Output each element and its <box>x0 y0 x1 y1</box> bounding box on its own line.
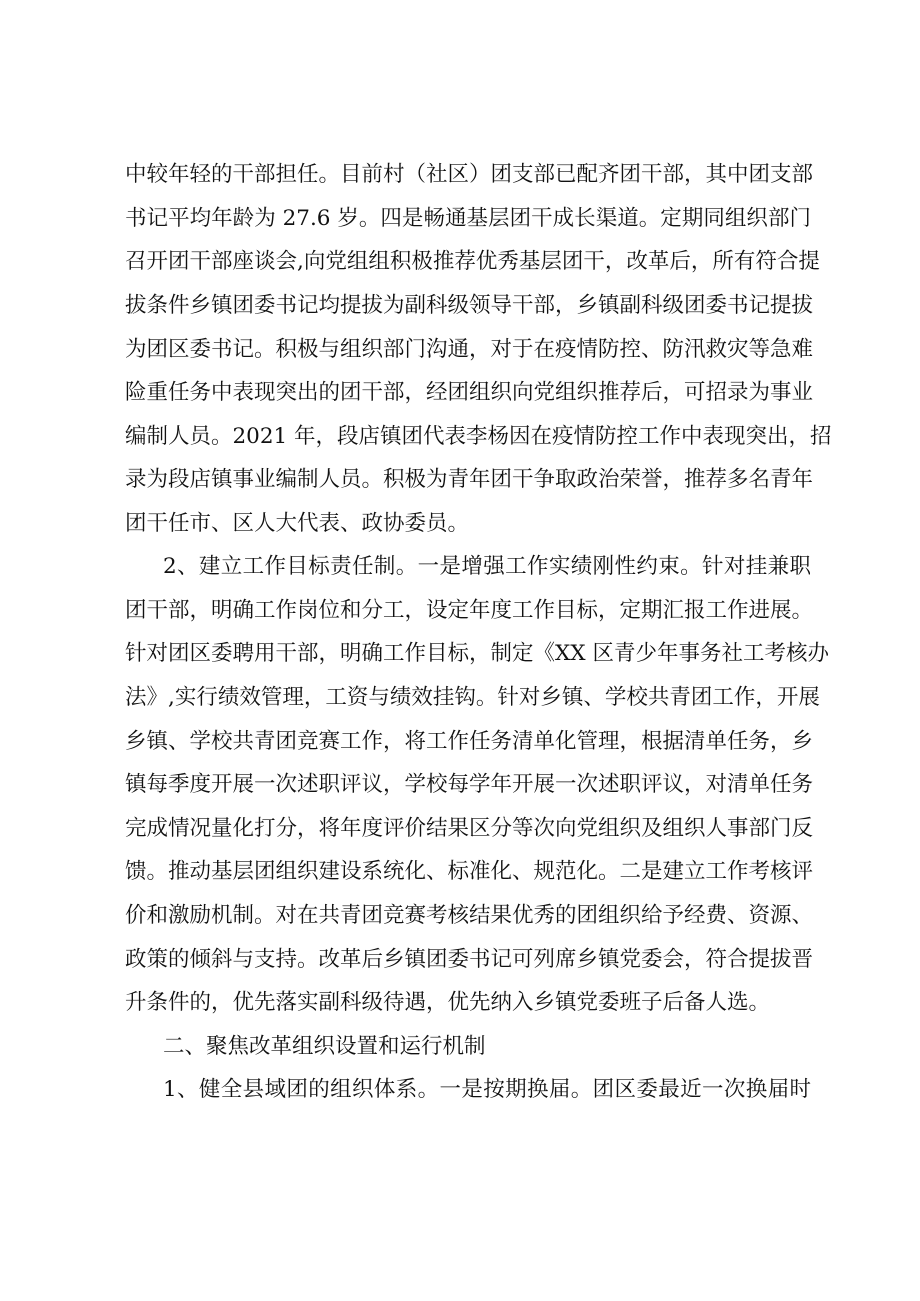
text-line: 馈。推动基层团组织建设系统化、标准化、规范化。二是建立工作考核评 <box>125 859 814 884</box>
text-line: 针对团区委聘用干部，明确工作目标，制定《XX 区青少年事务社工考核办 <box>125 641 829 666</box>
text-line: 险重任务中表现突出的团干部，经团组织向党组织推荐后，可招录为事业 <box>125 380 814 405</box>
text-line: 政策的倾斜与支持。改革后乡镇团委书记可列席乡镇党委会，符合提拔晋 <box>125 947 814 972</box>
text-line: 编制人员。2021 年，段店镇团代表李杨因在疫情防控工作中表现突出，招 <box>125 424 832 449</box>
text-line: 镇每季度开展一次述职评议，学校每学年开展一次述职评议，对清单任务 <box>125 772 814 797</box>
text-line: 团干部，明确工作岗位和分工，设定年度工作目标，定期汇报工作进展。 <box>125 598 814 623</box>
text-line: 升条件的，优先落实副科级待遇，优先纳入乡镇党委班子后备人选。 <box>125 990 771 1015</box>
section-heading: 二、聚焦改革组织设置和运行机制 <box>163 1034 486 1059</box>
paragraph-start-line: 2、建立工作目标责任制。一是增强工作实绩刚性约束。针对挂兼职 <box>163 554 811 579</box>
text-line: 团干任市、区人大代表、政协委员。 <box>125 511 470 536</box>
text-line: 录为段店镇事业编制人员。积极为青年团干争取政治荣誉，推荐多名青年 <box>125 467 814 492</box>
text-line: 法》,实行绩效管理，工资与绩效挂钩。针对乡镇、学校共青团工作，开展 <box>125 685 820 710</box>
text-line: 价和激励机制。对在共青团竞赛考核结果优秀的团组织给予经费、资源、 <box>125 903 814 928</box>
text-line: 完成情况量化打分，将年度评价结果区分等次向党组织及组织人事部门反 <box>125 816 814 841</box>
text-line: 为团区委书记。积极与组织部门沟通，对于在疫情防控、防汛救灾等急难 <box>125 337 814 362</box>
text-line: 书记平均年龄为 27.6 岁。四是畅通基层团干成长渠道。定期同组织部门 <box>125 206 811 231</box>
text-line: 中较年轻的干部担任。目前村（社区）团支部已配齐团干部，其中团支部 <box>125 162 814 187</box>
text-line: 召开团干部座谈会,向党组组积极推荐优秀基层团干，改革后，所有符合提 <box>125 249 820 274</box>
text-line: 拔条件乡镇团委书记均提拔为副科级领导干部，乡镇副科级团委书记提拔 <box>125 293 814 318</box>
paragraph-start-line: 1、健全县域团的组织体系。一是按期换届。团区委最近一次换届时 <box>163 1077 811 1102</box>
text-line: 乡镇、学校共青团竞赛工作，将工作任务清单化管理，根据清单任务，乡 <box>125 729 814 754</box>
